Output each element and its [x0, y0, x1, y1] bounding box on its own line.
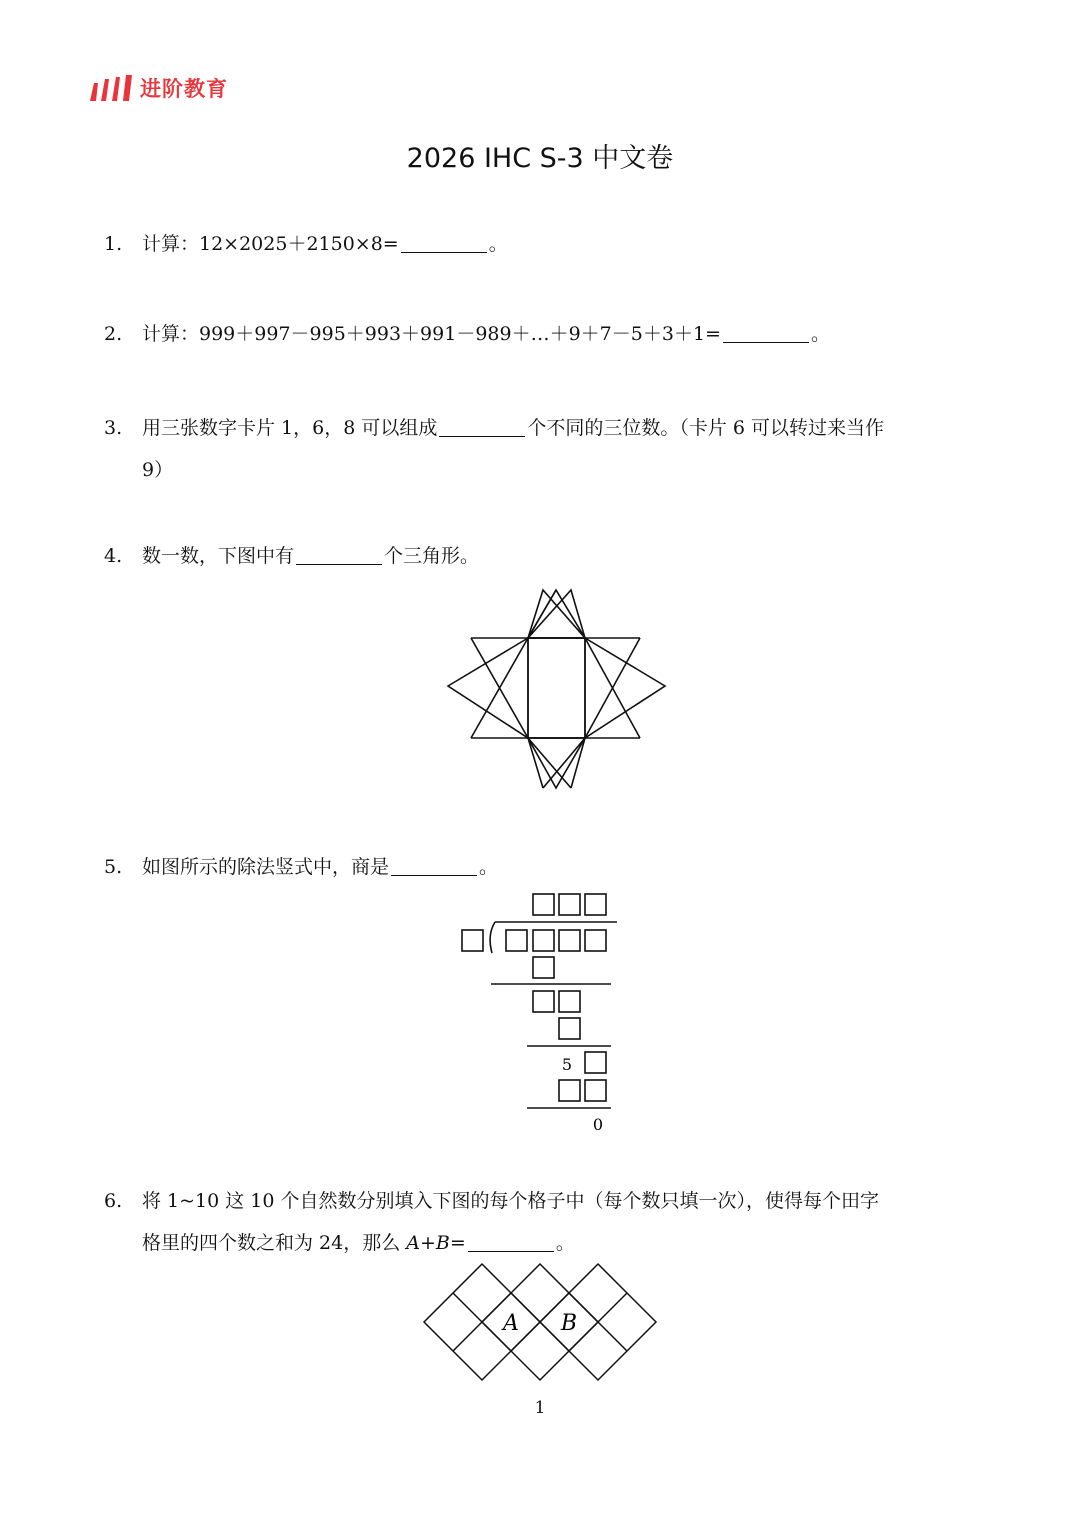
- question-text-end: 。: [555, 1232, 575, 1254]
- dividend-box: [559, 930, 580, 951]
- question-6: [104, 1180, 984, 1264]
- question-text: 用三张数字卡片 1，6，8 可以组成: [142, 417, 438, 439]
- step-box: [533, 957, 554, 978]
- question-text: 如图所示的除法竖式中，商是: [142, 856, 390, 878]
- label-b: B: [560, 1311, 578, 1336]
- bottom-triangle: [528, 738, 585, 788]
- question-number: 4.: [104, 545, 123, 567]
- center-rectangle: [528, 638, 585, 738]
- left-triangle-inner: [448, 638, 528, 738]
- variable-a: A: [406, 1232, 420, 1254]
- logo-bars-icon: [88, 74, 134, 102]
- quotient-box: [533, 894, 554, 915]
- question-5: [104, 846, 984, 888]
- quotient-box: [559, 894, 580, 915]
- page-title: 2026 IHC S-3 中文卷: [406, 143, 674, 174]
- diamond-grid-figure: [420, 1262, 660, 1387]
- step-box: [559, 991, 580, 1012]
- question-number: 2.: [104, 323, 123, 345]
- equals-sign: =: [449, 1232, 466, 1254]
- top-triangle-1: [528, 590, 585, 638]
- remainder-digit: 0: [592, 1115, 604, 1134]
- top-triangle-2: [528, 590, 585, 638]
- answer-blank: [296, 542, 382, 565]
- brand-logo: [88, 72, 228, 104]
- dividend-box: [506, 930, 527, 951]
- dividend-box: [533, 930, 554, 951]
- question-number: 1.: [104, 233, 123, 255]
- question-3: [104, 407, 984, 491]
- question-text-end: 个三角形。: [384, 545, 480, 567]
- answer-blank: [468, 1229, 554, 1252]
- step-box: [559, 1080, 580, 1101]
- bottom-cross: [528, 738, 585, 788]
- question-number: 6.: [104, 1190, 123, 1212]
- division-bracket: [490, 922, 495, 953]
- question-text: 计算：12×2025＋2150×8=: [142, 233, 399, 255]
- question-text: 将 1~10 这 10 个自然数分别填入下图的每个格子中（每个数只填一次），使得每个田字: [142, 1190, 880, 1212]
- wide-horizontal-lines: [471, 638, 640, 738]
- question-text-line2: 格里的四个数之和为 24，那么: [142, 1232, 407, 1254]
- bottom-cross-2: [528, 738, 585, 788]
- answer-blank: [723, 320, 809, 343]
- wide-diagonal-lines: [471, 638, 640, 738]
- top-cross-1: [528, 590, 585, 638]
- question-number: 3.: [104, 417, 123, 439]
- step-box: [559, 1018, 580, 1039]
- digit-5: 5: [561, 1055, 573, 1074]
- question-4: [104, 535, 984, 577]
- step-box: [585, 1080, 606, 1101]
- triangle-star-figure: [440, 585, 680, 795]
- question-text-line2: 9）: [142, 459, 174, 481]
- step-box: [585, 1052, 606, 1073]
- page-number: 1: [534, 1398, 546, 1418]
- long-division-figure: [455, 885, 625, 1140]
- question-number: 5.: [104, 856, 123, 878]
- variable-b: B: [435, 1232, 450, 1254]
- quotient-box: [585, 894, 606, 915]
- question-text: 计算：999＋997－995＋993＋991－989＋…＋9＋7－5＋3＋1=: [142, 323, 721, 345]
- answer-blank: [401, 230, 487, 253]
- question-text-end: 个不同的三位数。（卡片 6 可以转过来当作: [527, 417, 885, 439]
- question-text-end: 。: [488, 233, 508, 255]
- divisor-box: [462, 930, 483, 951]
- dividend-box: [585, 930, 606, 951]
- answer-blank: [439, 414, 525, 437]
- question-1: [104, 223, 984, 265]
- answer-blank: [391, 853, 477, 876]
- right-triangle-inner: [585, 638, 665, 738]
- question-2: [104, 313, 984, 355]
- question-text: 数一数，下图中有: [142, 545, 295, 567]
- logo-text: 进阶教育: [140, 77, 228, 101]
- question-text-end: 。: [479, 856, 499, 878]
- plus-sign: +: [420, 1232, 436, 1254]
- top-cross-2: [528, 590, 585, 638]
- label-a: A: [503, 1311, 519, 1336]
- question-text-end: 。: [810, 323, 830, 345]
- step-box: [533, 991, 554, 1012]
- diamond-right-grid: [569, 1293, 627, 1351]
